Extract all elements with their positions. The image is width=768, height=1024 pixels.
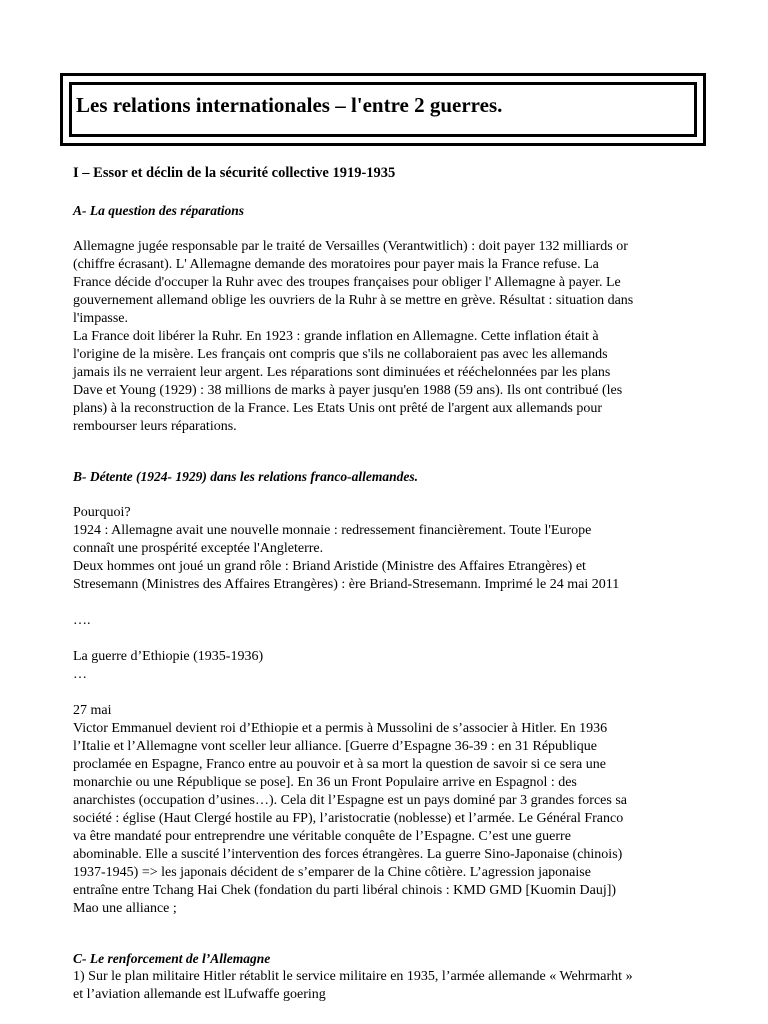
subsection-c-heading: C- Le renforcement de l’Allemagne: [73, 951, 271, 966]
text-line: société : église (Haut Clergé hostile au FP), l’aristocratie (noblesse) et l’armée. Le Général Franco: [73, 811, 624, 826]
subsection-c-text: [73, 968, 713, 1004]
text-line: Victor Emmanuel devient roi d’Ethiopie et a permis à Mussolini de s’associer à Hitler. En 1936: [73, 721, 608, 736]
text-line: Deux hommes ont joué un grand rôle : Briand Aristide (Ministre des Affaires Etrangères) et: [73, 559, 586, 574]
text-line: Pourquoi?: [73, 505, 131, 520]
text-line: 1937-1945) => les japonais décident de s’emparer de la Chine côtière. L’agression japonaise: [73, 865, 591, 880]
document-title: Les relations internationales – l'entre 2 guerres.: [76, 93, 503, 117]
text-line: gouvernement allemand oblige les ouvriers de la Ruhr à se mettre en grève. Résultat : situation dans: [73, 293, 634, 308]
section-heading: I – Essor et déclin de la sécurité collective 1919-1935: [73, 165, 396, 181]
document-body: [73, 164, 713, 1004]
ellipsis-text: …: [73, 667, 87, 682]
text-line: Mao une alliance ;: [73, 901, 177, 916]
text-line: connaît une prospérité exceptée l'Angleterre.: [73, 541, 324, 556]
text-line: (chiffre écrasant). L' Allemagne demande des moratoires pour payer mais la France refuse. La: [73, 257, 599, 272]
text-line: entraîne entre Tchang Hai Chek (fondation du parti libéral chinois : KMD GMD [Kuomin Dauj]): [73, 883, 617, 898]
text-line: Stresemann (Ministres des Affaires Etrangères) : ère Briand-Stresemann. Imprimé le 24 mai 2011: [73, 577, 620, 592]
subsection-a-text: [73, 238, 713, 436]
date-label: 27 mai: [73, 703, 112, 718]
subsection-b-heading: B- Détente (1924- 1929) dans les relations franco-allemandes.: [73, 469, 418, 484]
ethiopia-war-title: La guerre d’Ethiopie (1935-1936): [73, 649, 264, 664]
text-line: rembourser leurs réparations.: [73, 419, 237, 434]
text-line: l'impasse.: [73, 311, 129, 326]
title-inner-border: [69, 82, 697, 137]
text-line: France décide d'occuper la Ruhr avec des troupes françaises pour obliger l' Allemagne à payer. Le: [73, 275, 621, 290]
ethiopia-paragraph: [73, 720, 713, 918]
text-line: abominable. Elle a suscité l’intervention des forces étrangères. La guerre Sino-Japonaise (chinois): [73, 847, 623, 862]
text-line: plans) à la reconstruction de la France. Les Etats Unis ont prêté de l'argent aux allemands pour: [73, 401, 603, 416]
text-line: 1) Sur le plan militaire Hitler rétablit le service militaire en 1935, l’armée allemande « Wehrmarht »: [73, 969, 633, 984]
subsection-b-text: [73, 504, 713, 594]
text-line: l’Italie et l’Allemagne vont sceller leur alliance. [Guerre d’Espagne 36-39 : en 31 République: [73, 739, 598, 754]
text-line: monarchie ou une République se pose]. En 36 un Front Populaire arrive en Espagnol : des: [73, 775, 577, 790]
text-line: La France doit libérer la Ruhr. En 1923 : grande inflation en Allemagne. Cette inflation était à: [73, 329, 599, 344]
text-line: jamais ils ne verraient leur argent. Les réparations sont diminuées et rééchelonnées par les plans: [73, 365, 611, 380]
text-line: 1924 : Allemagne avait une nouvelle monnaie : redressement financièrement. Toute l'Europe: [73, 523, 592, 538]
text-line: proclamée en Espagne, Franco entre au pouvoir et à sa mort la question de savoir si ce sera une: [73, 757, 606, 772]
text-line: et l’aviation allemande est lLufwaffe goering: [73, 987, 326, 1002]
text-line: anarchistes (occupation d’usines…). Cela dit l’Espagne est un pays dominé par 3 grandes forces sa: [73, 793, 627, 808]
title-box: [60, 73, 706, 146]
text-line: Allemagne jugée responsable par le traité de Versailles (Verantwitlich) : doit payer 132 milliards or: [73, 239, 628, 254]
ellipsis-text: ….: [73, 613, 91, 628]
text-line: l'origine de la misère. Les français ont compris que s'ils ne collaboraient pas avec les allemands: [73, 347, 608, 362]
subsection-a-heading: A- La question des réparations: [73, 203, 245, 218]
text-line: Dave et Young (1929) : 38 millions de marks à payer jusqu'en 1988 (59 ans). Ils ont contribué (les: [73, 383, 623, 398]
text-line: va être mandaté pour entreprendre une véritable conquête de l’Espagne. C’est une guerre: [73, 829, 571, 844]
